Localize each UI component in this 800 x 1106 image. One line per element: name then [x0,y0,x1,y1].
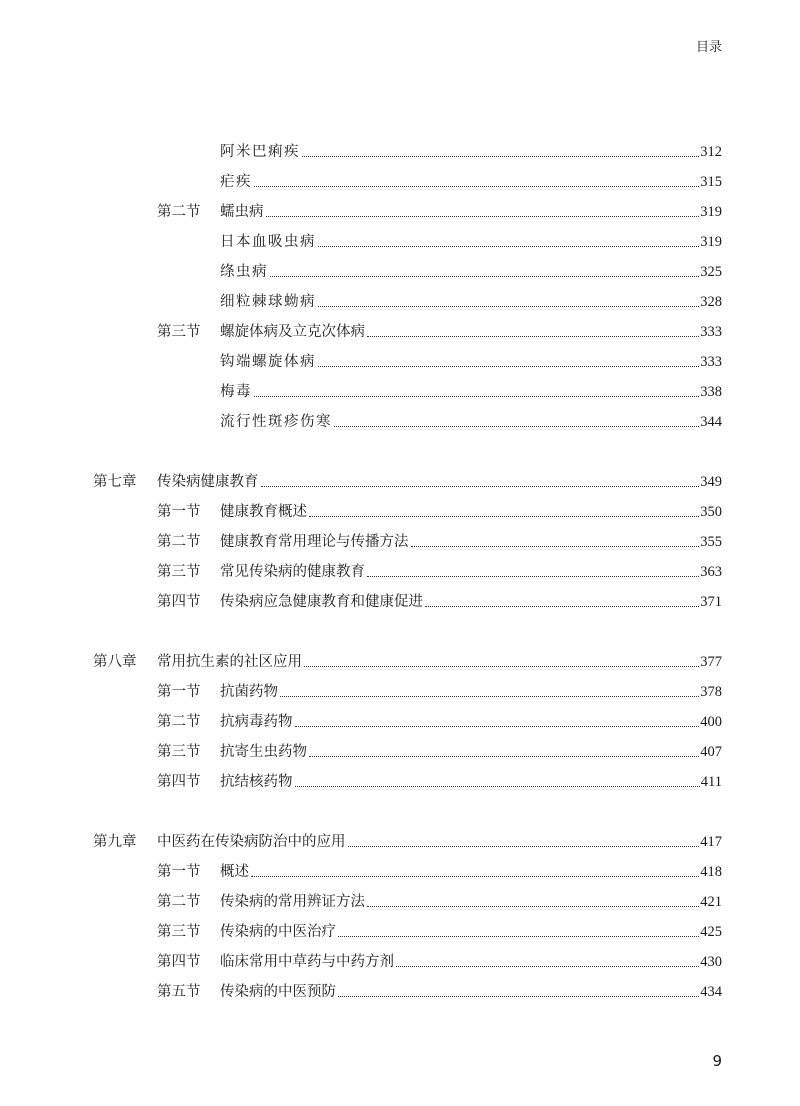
entry-title: 常用抗生素的社区应用 [157,654,302,670]
entry-page-number: 417 [700,834,722,850]
toc-chapter-row[interactable] [0,471,800,493]
entry-title: 绦虫病 [220,264,268,280]
entry-page-number: 400 [700,714,722,730]
dot-leader [304,666,699,667]
entry-title: 传染病应急健康教育和健康促进 [220,594,423,610]
entry-title: 临床常用中草药与中药方剂 [220,954,394,970]
entry-page-number: 315 [700,174,722,190]
section-number: 第四节 [157,594,201,610]
section-number: 第四节 [157,954,201,970]
dot-leader [261,486,700,487]
toc-section-row[interactable] [0,771,800,793]
section-number: 第三节 [157,924,201,940]
dot-leader [254,186,699,187]
running-header: 目录 [695,40,722,55]
dot-leader [334,426,699,427]
entry-page-number: 350 [700,504,722,520]
toc-subentry-row[interactable] [0,141,800,163]
entry-title: 健康教育常用理论与传播方法 [220,534,409,550]
toc-section-row[interactable] [0,591,800,613]
entry-page-number: 349 [700,474,722,490]
dot-leader [318,246,699,247]
entry-page-number: 377 [700,654,722,670]
entry-title: 蠕虫病 [220,204,264,220]
entry-page-number: 333 [700,354,722,370]
entry-page-number: 407 [700,744,722,760]
toc-section-row[interactable] [0,861,800,883]
section-number: 第一节 [157,504,201,520]
section-number: 第一节 [157,864,201,880]
chapter-number: 第九章 [93,834,137,850]
section-number: 第三节 [157,744,201,760]
dot-leader [425,606,699,607]
entry-title: 螺旋体病及立克次体病 [220,324,365,340]
dot-leader [348,846,700,847]
dot-leader [338,936,699,937]
dot-leader [266,216,700,217]
entry-title: 传染病的常用辨证方法 [220,894,365,910]
dot-leader [295,786,700,787]
entry-title: 传染病的中医治疗 [220,924,336,940]
toc-subentry-row[interactable] [0,351,800,373]
entry-page-number: 344 [700,414,722,430]
section-number: 第二节 [157,534,201,550]
entry-title: 中医药在传染病防治中的应用 [157,834,346,850]
toc-section-row[interactable] [0,681,800,703]
entry-title: 抗菌药物 [220,684,278,700]
dot-leader [396,966,699,967]
section-number: 第一节 [157,684,201,700]
entry-page-number: 421 [700,894,722,910]
toc-section-row[interactable] [0,501,800,523]
toc-subentry-row[interactable] [0,411,800,433]
section-number: 第二节 [157,894,201,910]
chapter-number: 第七章 [93,474,137,490]
dot-leader [338,996,699,997]
dot-leader [309,516,699,517]
entry-page-number: 411 [700,774,722,790]
dot-leader [251,876,699,877]
toc-section-row[interactable] [0,321,800,343]
entry-title: 细粒棘球蚴病 [220,294,316,310]
dot-leader [367,576,699,577]
entry-title: 流行性斑疹伤寒 [220,414,332,430]
dot-leader [295,726,700,727]
entry-title: 抗寄生虫药物 [220,744,307,760]
entry-page-number: 430 [700,954,722,970]
entry-page-number: 378 [700,684,722,700]
entry-page-number: 371 [700,594,722,610]
entry-title: 抗结核药物 [220,774,293,790]
entry-page-number: 312 [700,144,722,160]
toc-subentry-row[interactable] [0,171,800,193]
entry-page-number: 319 [700,204,722,220]
entry-title: 概述 [220,864,249,880]
entry-title: 日本血吸虫病 [220,234,316,250]
toc-section-row[interactable] [0,741,800,763]
dot-leader [309,756,699,757]
entry-title: 抗病毒药物 [220,714,293,730]
entry-page-number: 434 [700,984,722,1000]
dot-leader [411,546,700,547]
entry-page-number: 333 [700,324,722,340]
dot-leader [367,336,699,337]
entry-title: 疟疾 [220,174,252,190]
entry-page-number: 418 [700,864,722,880]
entry-page-number: 363 [700,564,722,580]
dot-leader [254,396,699,397]
toc-subentry-row[interactable] [0,291,800,313]
chapter-number: 第八章 [93,654,137,670]
entry-page-number: 319 [700,234,722,250]
dot-leader [302,156,699,157]
dot-leader [280,696,699,697]
dot-leader [367,906,699,907]
entry-title: 传染病健康教育 [157,474,259,490]
toc-subentry-row[interactable] [0,261,800,283]
section-number: 第三节 [157,564,201,580]
toc-section-row[interactable] [0,891,800,913]
section-number: 第五节 [157,984,201,1000]
entry-page-number: 328 [700,294,722,310]
page-number: 9 [712,1052,722,1070]
entry-title: 传染病的中医预防 [220,984,336,1000]
toc-section-row[interactable] [0,531,800,553]
toc-section-row[interactable] [0,561,800,583]
dot-leader [270,276,699,277]
section-number: 第二节 [157,714,201,730]
toc-section-row[interactable] [0,981,800,1003]
entry-page-number: 425 [700,924,722,940]
toc-chapter-row[interactable] [0,651,800,673]
dot-leader [318,366,699,367]
entry-page-number: 355 [700,534,722,550]
entry-title: 阿米巴痢疾 [220,144,300,160]
dot-leader [318,306,699,307]
section-number: 第三节 [157,324,201,340]
entry-title: 健康教育概述 [220,504,307,520]
section-number: 第四节 [157,774,201,790]
toc-subentry-row[interactable] [0,231,800,253]
entry-page-number: 325 [700,264,722,280]
entry-title: 梅毒 [220,384,252,400]
toc-section-row[interactable] [0,951,800,973]
toc-section-row[interactable] [0,711,800,733]
entry-page-number: 338 [700,384,722,400]
toc-section-row[interactable] [0,921,800,943]
entry-title: 常见传染病的健康教育 [220,564,365,580]
toc-subentry-row[interactable] [0,381,800,403]
entry-title: 钩端螺旋体病 [220,354,316,370]
toc-chapter-row[interactable] [0,831,800,853]
section-number: 第二节 [157,204,201,220]
toc-section-row[interactable] [0,201,800,223]
